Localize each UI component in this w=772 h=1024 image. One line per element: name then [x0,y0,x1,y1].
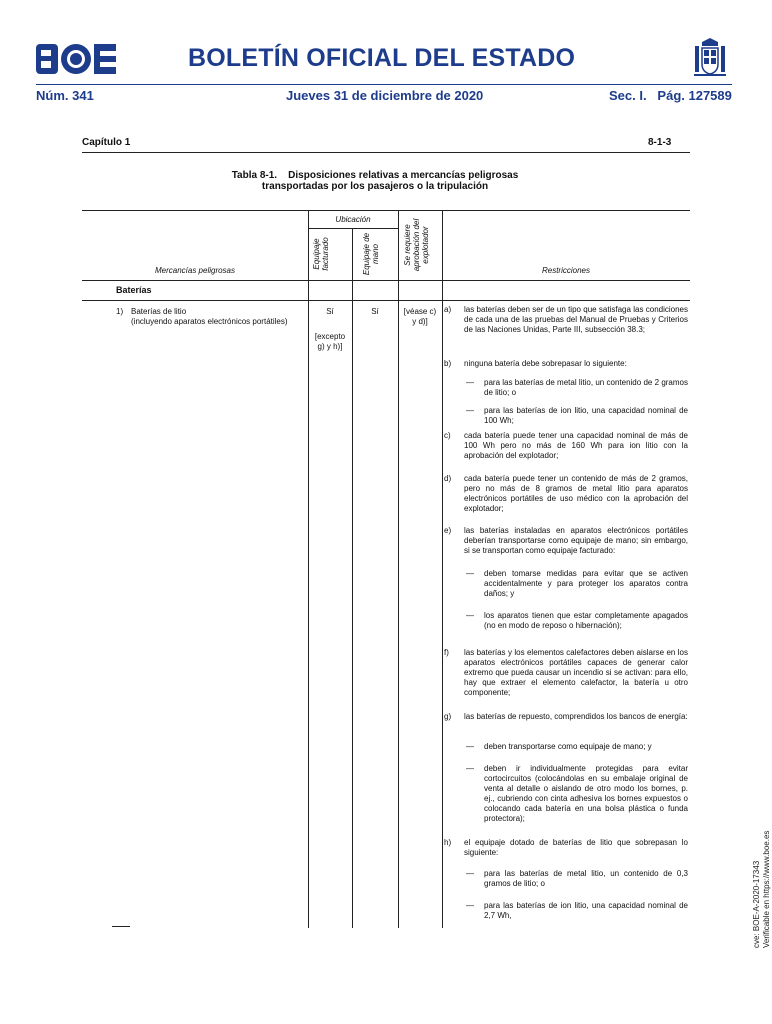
restriction-letter: e) [444,526,452,535]
chapter-rule [82,152,690,153]
approval-line2: y d)] [412,317,428,326]
checked-baggage-exception [308,332,352,352]
restriction-dash: — [466,764,474,773]
restriction-dash: — [466,742,474,751]
restriction-subtext: para las baterías de metal litio, un contenido de 0,3 gramos de litio; o [484,869,688,888]
page-title: BOLETÍN OFICIAL DEL ESTADO [188,44,576,72]
boe-logo [36,42,116,76]
location-header-rule [308,228,398,229]
approval-line1: [véase c) [403,307,437,316]
restriction-text: las baterías instaladas en aparatos electrónicos portátiles deberían transportarse como equipaje de mano; sin embargo, si se transportan como equipaje facturado: [464,526,688,555]
restriction-letter: a) [444,305,452,314]
section-batteries: Baterías [116,285,152,295]
checked-baggage-value: Sí [326,307,334,316]
restriction-dash: — [466,869,474,878]
coat-of-arms-icon [692,38,728,80]
column-divider [352,228,353,928]
header-operator-approval: Se requiere aprobación del explotador [403,218,430,272]
restriction-subtext: deben ir individualmente protegidas para evitar cortocircuitos (colocándolas en su embalaje original de venta al detalle o aislando de otro modo los bornes, p. ej., cubriendo con cinta adhesiva los bornes expuestos o colocando cada batería en una bolsa plástica o funda protectora); [484,764,688,823]
verification-cve: cve: BOE-A-2020-17343 [752,860,761,948]
column-divider [308,210,309,928]
restriction-text: las baterías de repuesto, comprendidos los bancos de energía: [464,712,688,721]
item-name-line1: Baterías de litio [131,307,187,316]
table-section-rule [82,300,690,301]
footnote-mark [112,926,130,927]
table-top-rule [82,210,690,211]
restriction-text: las baterías y los elementos calefactores deben aislarse en los aparatos electrónicos portátiles capaces de generar calor extremo que pueda causar un incendio si se activan: para ello, hay que extraer el elemento calefactor, la batería u otro componente; [464,648,688,697]
verification-url: Verificable en https://www.boe.es [762,830,771,948]
table-caption-line2: transportadas por los pasajeros o la tripulación [261,181,489,192]
restriction-letter: d) [444,474,452,483]
header-location: Ubicación [335,215,371,224]
restriction-dash: — [466,378,474,387]
section-page: Sec. I. Pág. 127589 [609,88,732,103]
chapter-label: Capítulo 1 [82,137,131,148]
restriction-dash: — [466,569,474,578]
boe-logo-icon [36,42,116,76]
restriction-text: cada batería puede tener un contenido de más de 2 gramos, pero no más de 8 gramos de metal litio para aparatos electrónicos portátiles de uso médico con la aprobación del explotador; [464,474,688,513]
restriction-text: cada batería puede tener una capacidad nominal de más de 100 Wh pero no más de 160 Wh para ion litio con la aprobación del explotador; [464,431,688,460]
table-caption-line1: Tabla 8-1. Disposiciones relativas a mercancías peligrosas [231,170,519,181]
restriction-subtext: deben transportarse como equipaje de mano; y [484,742,652,751]
header-restrictions: Restricciones [541,266,590,275]
approval-value [398,307,442,327]
header-rule [36,84,732,85]
restriction-letter: g) [444,712,452,721]
restriction-subtext: deben tomarse medidas para evitar que se activen accidentalmente y para proteger los aparatos contra daños; y [484,569,688,598]
restriction-letter: c) [444,431,451,440]
restriction-text: ninguna batería debe sobrepasar lo siguiente: [464,359,627,368]
table-header-rule [82,280,690,281]
restriction-text: el equipaje dotado de baterías de litio que sobrepasan lo siguiente: [464,838,688,857]
item-number: 1) [116,307,124,316]
table-caption [150,170,600,192]
restriction-dash: — [466,611,474,620]
verification-note [752,831,772,948]
checked-exception-line1: [excepto [314,332,346,341]
restriction-letter: b) [444,359,452,368]
item-name [131,307,306,327]
restriction-subtext: los aparatos tienen que estar completamente apagados (no en modo de reposo o hibernación); [484,611,688,630]
restriction-subtext: para las baterías de ion litio, una capacidad nominal de 2,7 Wh, [484,901,688,920]
header-dangerous-goods: Mercancías peligrosas [154,266,236,275]
restriction-text: las baterías deben ser de un tipo que satisfaga las condiciones de cada una de las pruebas del Manual de Pruebas y Criterios de las Naciones Unidas, Parte III, subsección 38.3; [464,305,688,334]
issue-number: Núm. 341 [36,88,94,103]
restriction-dash: — [466,406,474,415]
restriction-subtext: para las baterías de ion litio, una capacidad nominal de 100 Wh; [484,406,688,425]
restriction-dash: — [466,901,474,910]
item-name-line2: (incluyendo aparatos electrónicos portátiles) [131,317,288,326]
header-hand-baggage: Equipaje de mano [362,232,380,276]
hand-baggage-value: Sí [371,307,379,316]
checked-exception-line2: g) y h)] [317,342,343,351]
restriction-subtext: para las baterías de metal litio, un contenido de 2 gramos de litio; o [484,378,688,397]
header-checked-baggage: Equipaje facturado [312,237,330,271]
issue-date: Jueves 31 de diciembre de 2020 [286,88,484,103]
restriction-letter: f) [444,648,449,657]
restriction-letter: h) [444,838,452,847]
column-divider [442,210,443,928]
chapter-code: 8-1-3 [648,137,672,148]
